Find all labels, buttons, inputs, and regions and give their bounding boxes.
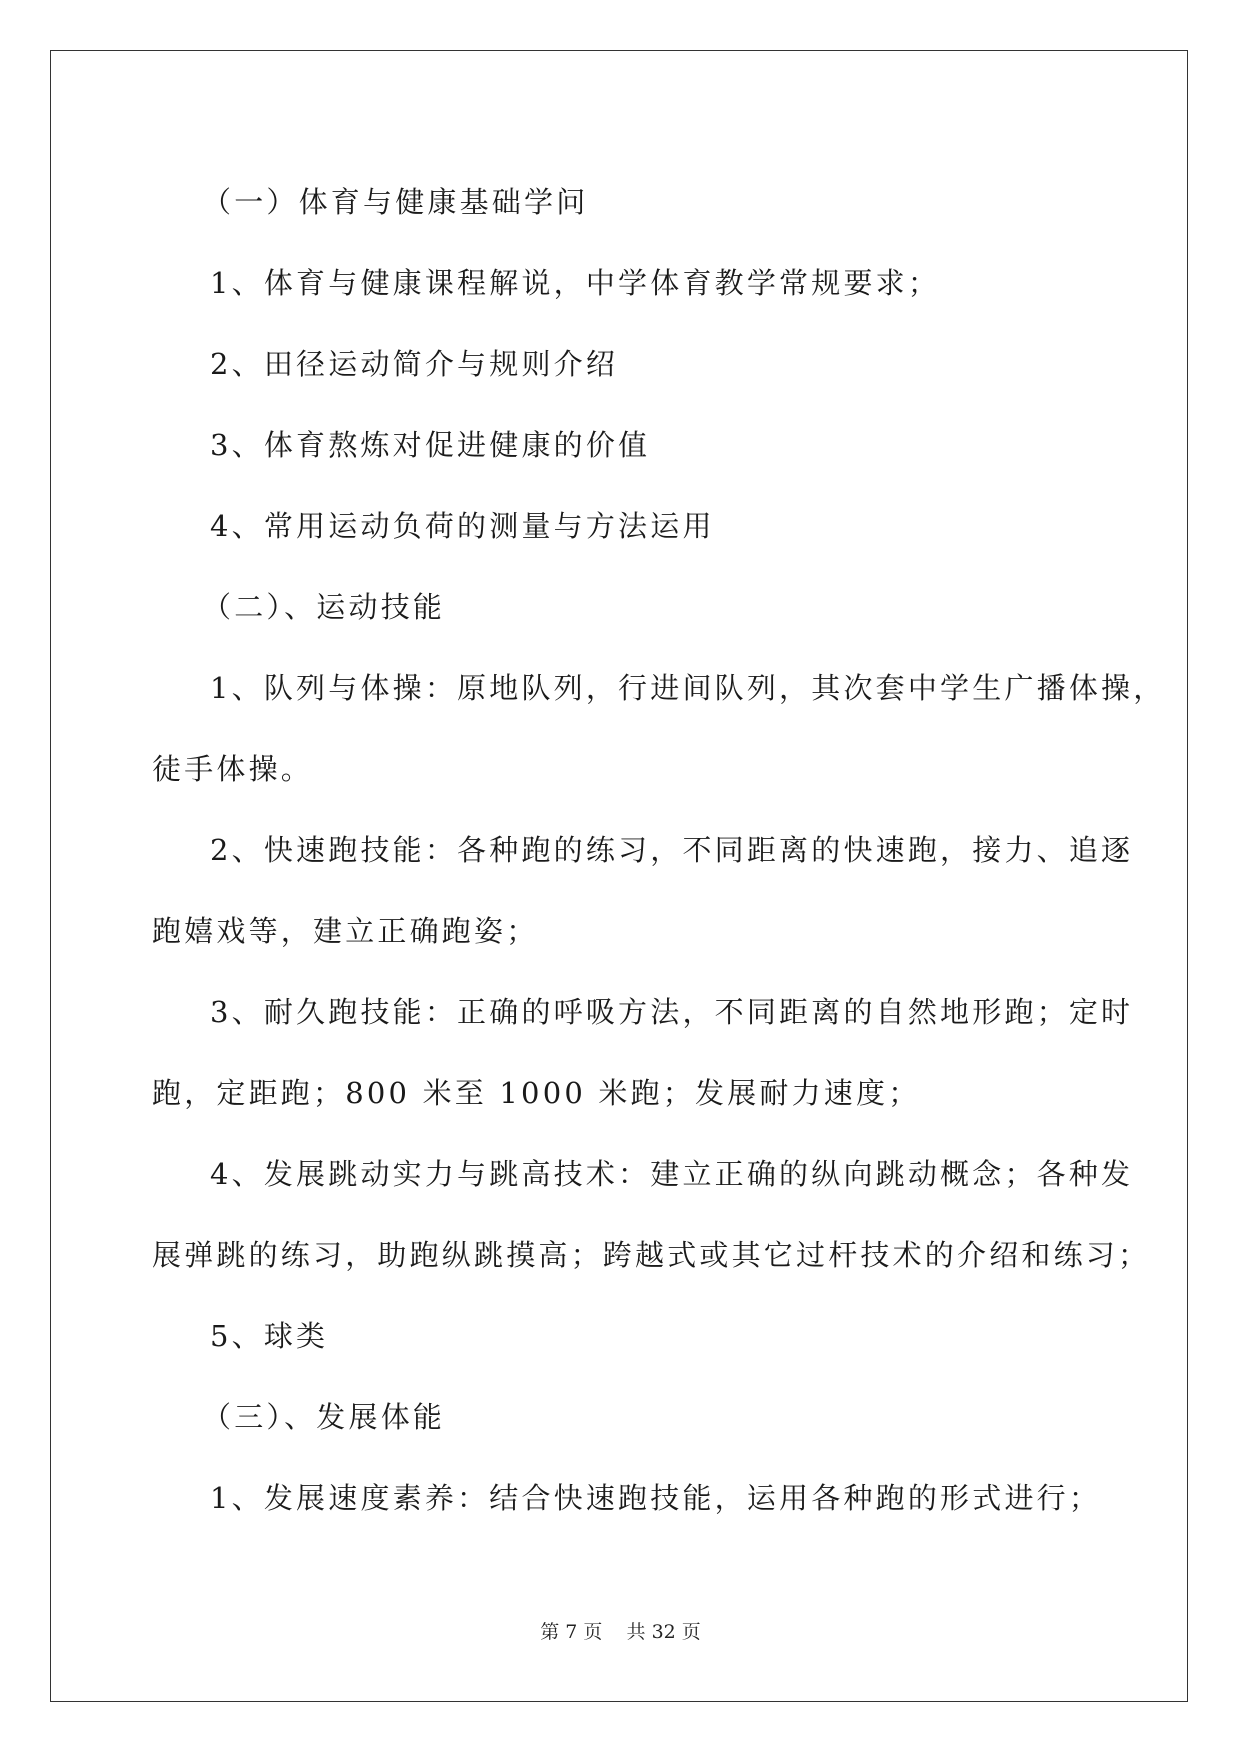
section-heading: （三）、发展体能 <box>202 1400 446 1434</box>
paragraph-line: 跑，定距跑；800 米至 1000 米跑；发展耐力速度； <box>152 1076 921 1110</box>
paragraph-line: 4、发展跳动实力与跳高技术：建立正确的纵向跳动概念；各种发 <box>210 1157 1134 1191</box>
page-number: 第 7 页 <box>540 1621 603 1643</box>
paragraph-line: 3、耐久跑技能：正确的呼吸方法，不同距离的自然地形跑；定时 <box>210 995 1134 1029</box>
paragraph-line: 2、田径运动简介与规则介绍 <box>210 347 619 381</box>
paragraph-line: 展弹跳的练习，助跑纵跳摸高；跨越式或其它过杆技术的介绍和练习； <box>152 1238 1151 1272</box>
paragraph-line: 1、体育与健康课程解说，中学体育教学常规要求； <box>210 266 941 300</box>
paragraph-line: 3、体育熬炼对促进健康的价值 <box>210 428 651 462</box>
document-body <box>152 162 1166 1539</box>
total-pages: 共 32 页 <box>626 1621 701 1643</box>
paragraph-line: 4、常用运动负荷的测量与方法运用 <box>210 509 715 543</box>
section-heading: （二）、运动技能 <box>202 590 446 624</box>
paragraph-line: 2、快速跑技能：各种跑的练习，不同距离的快速跑，接力、追逐 <box>210 833 1134 867</box>
section-heading: （一）体育与健康基础学问 <box>202 185 589 219</box>
paragraph-line: 跑嬉戏等，建立正确跑姿； <box>152 914 539 948</box>
paragraph-line: 5、球类 <box>210 1319 329 1353</box>
paragraph-line: 1、发展速度素养：结合快速跑技能，运用各种跑的形式进行； <box>210 1481 1102 1515</box>
page-footer <box>0 1617 1241 1644</box>
paragraph-line: 徒手体操。 <box>152 752 314 786</box>
paragraph-line: 1、队列与体操：原地队列，行进间队列，其次套中学生广播体操， <box>210 671 1166 705</box>
